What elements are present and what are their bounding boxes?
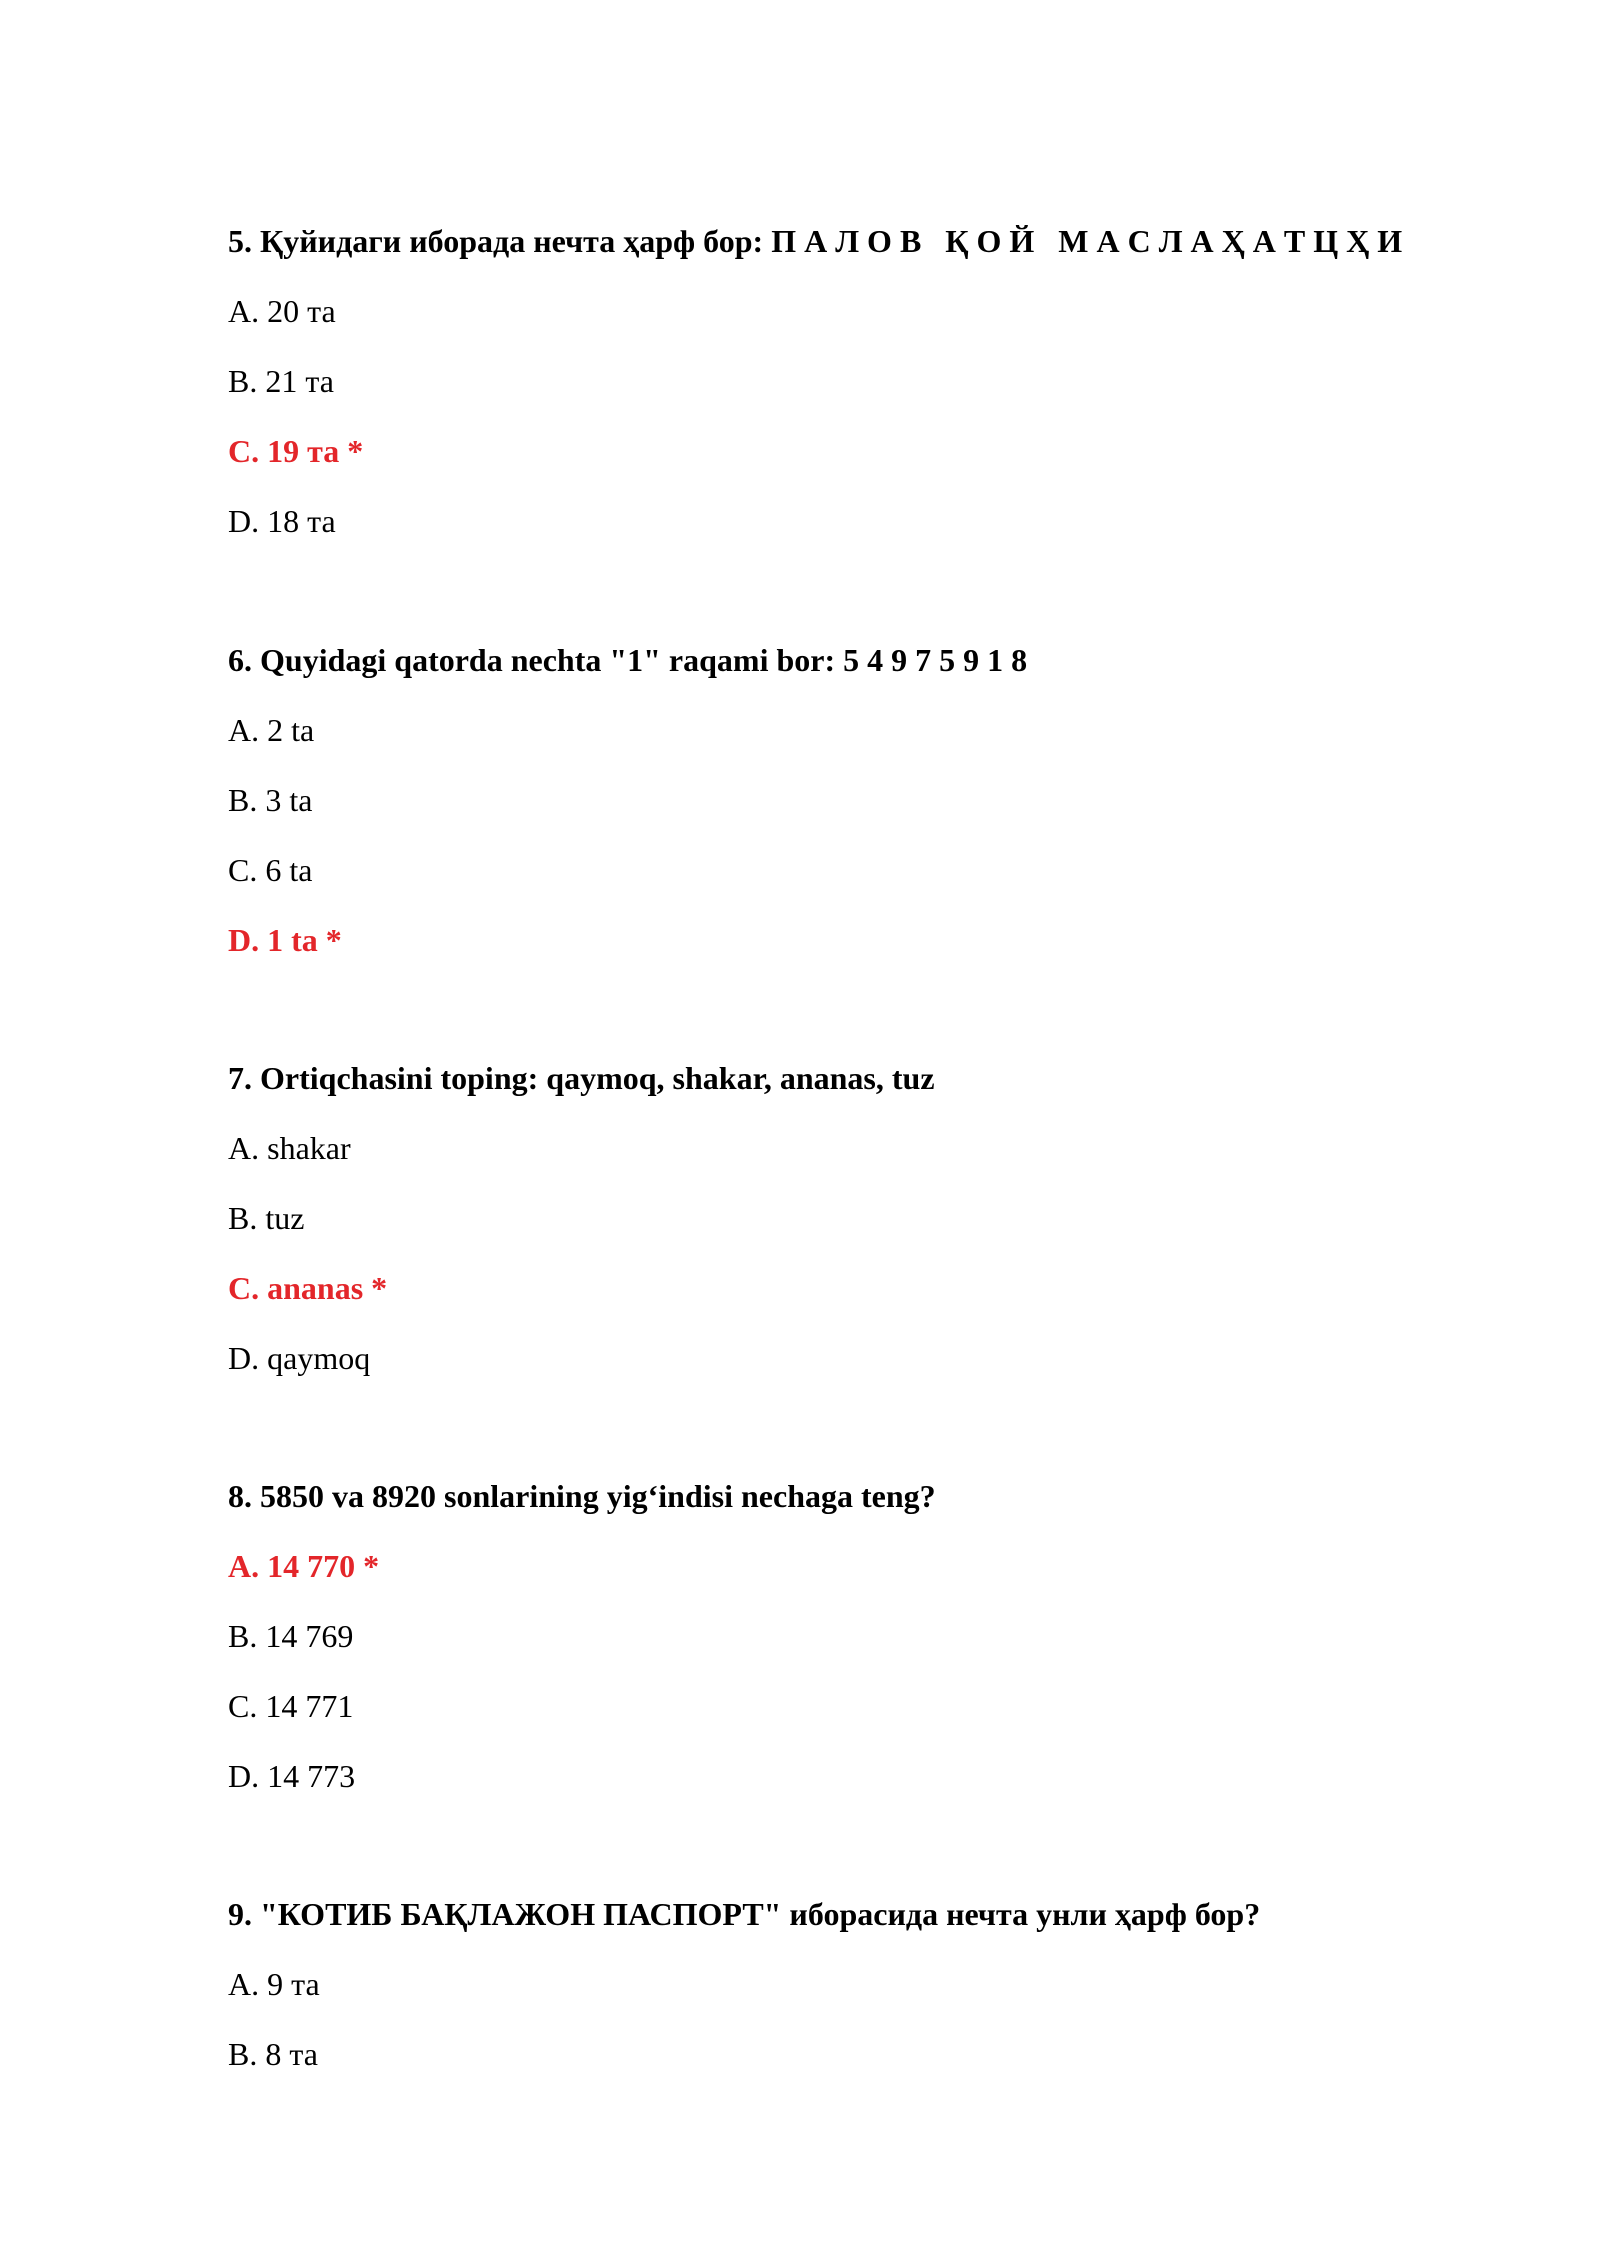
question-text: 9. "КОТИБ БАҚЛАЖОН ПАСПОРТ" иборасида нечта унли ҳарф бор?: [228, 1896, 1261, 1932]
option-c-correct: C. 19 та *: [228, 433, 364, 469]
question-7: [228, 1058, 1528, 1378]
question-text: 8. 5850 va 8920 sonlarining yig‘indisi nechaga teng?: [228, 1478, 936, 1514]
option-a: A. 20 та: [228, 293, 336, 329]
option-b: B. 3 ta: [228, 782, 313, 818]
question-5: [228, 221, 1528, 541]
question-9: [228, 1894, 1528, 2074]
option-d: D. 18 та: [228, 503, 336, 539]
question-text: 6. Quyidagi qatorda nechta "1" raqami bor: 5 4 9 7 5 9 1 8: [228, 642, 1028, 678]
question-text: 7. Ortiqchasini toping: qaymoq, shakar, ananas, tuz: [228, 1060, 935, 1096]
option-c-correct: C. ananas *: [228, 1270, 388, 1306]
option-c: C. 6 ta: [228, 852, 313, 888]
option-a: A. 2 ta: [228, 712, 315, 748]
option-b: B. tuz: [228, 1200, 305, 1236]
option-d-correct: D. 1 ta *: [228, 922, 342, 958]
question-8: [228, 1476, 1528, 1796]
option-a: A. 9 та: [228, 1966, 320, 2002]
option-b: B. 21 та: [228, 363, 334, 399]
option-a-correct: A. 14 770 *: [228, 1548, 380, 1584]
option-d: D. qaymoq: [228, 1340, 371, 1376]
option-a: A. shakar: [228, 1130, 351, 1166]
option-b: B. 14 769: [228, 1618, 354, 1654]
question-6: [228, 640, 1528, 960]
option-d: D. 14 773: [228, 1758, 356, 1794]
option-b: B. 8 та: [228, 2036, 318, 2072]
option-c: C. 14 771: [228, 1688, 354, 1724]
question-text: 5. Қуйидаги иборада нечта ҳарф бор: П А Л О В Қ О Й М А С Л А Ҳ А Т Ц Ҳ И: [228, 223, 1403, 259]
